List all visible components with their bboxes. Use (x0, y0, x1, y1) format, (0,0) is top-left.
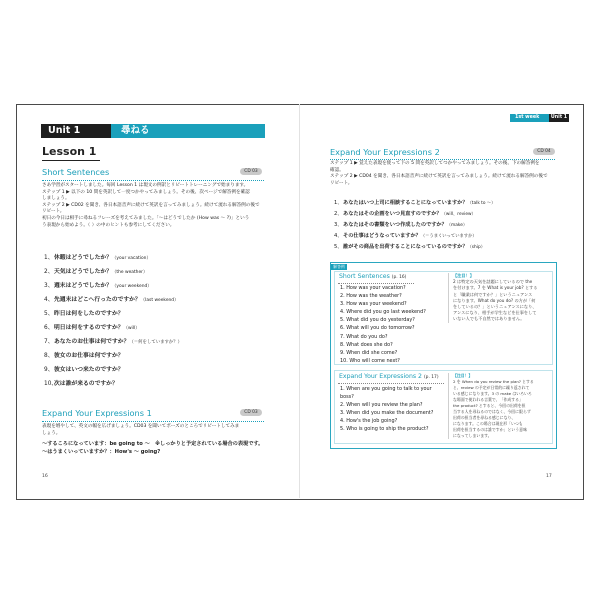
instruction-line: しましょう。 (42, 196, 70, 202)
answer-item: 5. What did you do yesterday? (340, 317, 415, 324)
instructions-expand-2 (330, 161, 558, 187)
dotted-divider (330, 159, 555, 160)
week-tab (510, 114, 569, 122)
note-line: になります。What do you do? の方が「何 (453, 297, 536, 303)
cd-badge: CD 03 (240, 409, 262, 416)
instruction-line: しょう。 (42, 430, 61, 436)
question-text: その仕事はどうなっていますか？ (343, 233, 421, 239)
section-title-short-sentences: Short Sentences (42, 167, 110, 177)
question-item (44, 338, 182, 347)
note-line: になってしまいます。 (453, 433, 492, 438)
dotted-divider (338, 383, 444, 384)
question-number: 3、 (334, 222, 343, 228)
question-item (334, 222, 467, 230)
question-item (44, 380, 118, 389)
answer-label: 解答例 (331, 264, 347, 270)
question-number: 8、 (44, 353, 54, 359)
answer-title-text: Short Sentences (339, 273, 390, 280)
question-hint: （will） (123, 326, 140, 331)
answer-item: 3. When did you make the document? (340, 410, 434, 417)
instruction-line: 確認。 (330, 167, 344, 173)
question-item (44, 352, 124, 361)
answer-item: 7. What do you do? (340, 333, 388, 340)
answer-item: 1. When are you going to talk to your (340, 386, 432, 392)
answer-title-text: Expand Your Expressions 2 (339, 373, 422, 380)
question-text: 彼女のお仕事は何ですか？ (54, 353, 124, 359)
question-number: 7、 (44, 339, 54, 345)
question-item (334, 211, 476, 219)
note-line: 2 を When do you review the plan? とする (453, 379, 534, 384)
question-item (44, 268, 147, 277)
question-number: 9、 (44, 367, 54, 373)
answer-item: 2. How was the weather? (340, 293, 402, 300)
answer-item: 6. What will you do tomorrow? (340, 325, 415, 332)
question-text: あなたのお仕事は何ですか？ (54, 339, 130, 345)
question-number: 4、 (334, 233, 343, 239)
unit-title: 尋ねる (121, 125, 150, 136)
expression-list (42, 440, 270, 456)
question-text: 先週末はどこへ行ったのですか？ (54, 297, 141, 303)
dotted-divider (42, 180, 264, 181)
question-hint: （the weather） (111, 270, 148, 275)
question-number: 1、 (44, 255, 54, 261)
question-number: 2、 (334, 211, 343, 217)
question-item (44, 282, 152, 291)
answer-item: boss? (340, 394, 354, 401)
answer-item: 4. How's the job going? (340, 418, 398, 425)
question-number: 5、 (44, 311, 54, 317)
question-text: あなたはその書類をいつ作成したのですか？ (343, 222, 447, 228)
note-expand (448, 373, 551, 439)
note-short (448, 273, 551, 323)
cd-badge: CD 03 (240, 168, 262, 175)
question-item (334, 233, 477, 241)
answer-list-expand (340, 385, 433, 434)
instruction-line: リピート。 (330, 180, 353, 186)
cd-badge: CD 04 (533, 148, 555, 155)
note-line: 出荷を担当するのは誰ですか」という意味 (453, 427, 527, 432)
question-text: 休暇はどうでしたか？ (54, 255, 112, 261)
note-heading: 【注目！】 (453, 373, 473, 378)
answer-item: 3. How was your weekend? (340, 301, 407, 308)
instruction-line: う表現から始めよう。（ ）の中のヒントも参考にしてください。 (42, 222, 175, 228)
question-text: 誰がその商品を出荷することになっているのですか？ (343, 244, 468, 250)
answer-item: 9. When did she come? (340, 349, 398, 356)
question-item (44, 366, 124, 375)
question-number: 6、 (44, 325, 54, 331)
page-gutter (299, 104, 300, 498)
answer-title-expand (339, 373, 439, 382)
page-number-right: 17 (546, 474, 552, 479)
question-hint: （will、review） (441, 212, 476, 217)
question-number: 10、 (44, 381, 58, 387)
question-number: 1、 (334, 200, 343, 206)
note-line: と「職業は何ですか？」というニュアンス (453, 291, 533, 297)
section-title-expand-2: Expand Your Expressions 2 (330, 147, 440, 157)
week-label: 1st week (515, 115, 540, 120)
question-hint: （talk to ～） (467, 201, 496, 206)
unit-tag: Unit 1 (41, 124, 111, 138)
instructions-expand-1 (42, 424, 270, 437)
page-number-left: 16 (42, 474, 48, 479)
note-line: 2 は特定の天気を話題にしているので the (453, 279, 533, 285)
note-line: 当する人を尋ねるのではなく、今回に限らず (453, 409, 531, 414)
note-line: アンスになり、相手が学生などを仕事をして (453, 310, 537, 316)
instruction-line: 初日の今日は相手に尋ねるフレーズを考えてみました。「～はどうでしたか (How was ～ ?)」という (42, 215, 250, 221)
answer-list-short (340, 284, 426, 365)
question-item (334, 200, 495, 208)
question-text: 昨日は何をしたのですか？ (54, 311, 124, 317)
question-number: 4、 (44, 297, 54, 303)
instruction-line: さあ学習がスタートしました。毎回 Lesson 1 は現文の例訳とリピートトレーニングで始まります。 (42, 183, 249, 188)
dotted-divider (42, 421, 264, 422)
question-hint: （last weekend） (140, 298, 179, 303)
question-number: 3、 (44, 283, 54, 289)
expression-line: ～はうまくいっていますか？：How's ～ going? (42, 449, 161, 455)
section-title-expand-1: Expand Your Expressions 1 (42, 408, 152, 418)
question-hint: （your weekend） (111, 284, 152, 289)
instruction-line: ステップ 1 ▶ 以下の 10 問を英訳して一度つかやってみましょう。その後、次ページで解答例を確認 (42, 189, 250, 195)
instruction-line: 表現を増やして、英文の幅を広げましょう。CD03 を聞いてポーズのところでリピートしてみま (42, 424, 240, 429)
question-hint: （your vacation） (111, 256, 151, 261)
question-item (44, 310, 124, 319)
note-heading: 【注目！】 (453, 273, 474, 278)
question-text: 明日は何をするのですか？ (54, 325, 124, 331)
question-number: 2、 (44, 269, 54, 275)
unit-label: Unit 1 (550, 115, 568, 120)
note-line: the product? とすると、今回の出荷を担 (453, 403, 526, 408)
page-ref: (p. 17) (423, 375, 439, 380)
question-text: 天気はどうでしたか？ (54, 269, 112, 275)
note-line: いる感じになります。3 の make はいろいろ (453, 391, 532, 396)
question-text: あなたはいつ上司に相談することになっていますか？ (343, 200, 468, 206)
question-text: あなたはその企画をいつ見直すのですか？ (343, 211, 442, 217)
instruction-line: ステップ 2 ▶ CD04 を聞き、各日本語音声に続けて英訳を言ってみましょう。続けて流れる解答例の後で (330, 174, 548, 180)
note-line: 出荷の担当者を尋ねる感じになり、 (453, 415, 516, 420)
expression-line: ～するころになっています：be going to ～ ※しっかりと予定されている場合の表現です。 (42, 441, 264, 447)
note-line: をしているの？」というニュアンスになり、 (453, 304, 537, 310)
answer-item: 1. How was your vacation? (340, 285, 406, 291)
question-text: 週末はどうでしたか？ (54, 283, 112, 289)
question-item (44, 296, 178, 305)
question-hint: （make） (446, 223, 468, 228)
answer-item: 8. What does she do? (340, 341, 393, 348)
question-text: 彼女はいつ来たのですか？ (54, 367, 124, 373)
note-line: な場面で使われる言葉で、「作成する」 (453, 397, 523, 402)
instruction-line: リピート。 (42, 209, 65, 215)
answer-item: 4. Where did you go last weekend? (340, 309, 426, 316)
note-line: と、review の予定が日常的に繰り返されて (453, 385, 530, 390)
question-text: 次は誰が来るのですか？ (54, 381, 118, 387)
note-line: いない人でも不自然ではありません。 (453, 316, 525, 322)
question-number: 5、 (334, 244, 343, 250)
question-item (334, 244, 485, 252)
answer-item: 10. Who will come next? (340, 357, 400, 364)
instruction-line: ステップ 1 ▶ 覚えた表現を使って下の 5 問を英訳してつかやってみましょう。その後、下の解答例を (330, 161, 540, 166)
lesson-underline (42, 160, 100, 161)
note-line: になります。この場合は現在形「いつも (453, 421, 523, 426)
note-line: を付けます。7 を What is your job? とする (453, 285, 538, 291)
answer-title-short (339, 273, 406, 282)
question-hint: （＝何をしていますか？） (129, 340, 183, 345)
question-item (44, 324, 140, 333)
question-item (44, 254, 151, 263)
lesson-title: Lesson 1 (42, 145, 97, 158)
instructions-short-sentences (42, 183, 270, 229)
answer-item: 2. When will you review the plan? (340, 402, 423, 409)
page-ref: (p. 16) (391, 275, 407, 280)
answer-item: 5. Who is going to ship the product? (340, 426, 429, 433)
question-hint: （＝うまくいっていますか） (420, 234, 477, 239)
question-hint: （ship） (467, 245, 485, 250)
instruction-line: ステップ 2 ▶ CD02 を聞き、各日本語音声に続けて英訳を言ってみましょう。続けて流れる解答例の後で (42, 202, 260, 208)
